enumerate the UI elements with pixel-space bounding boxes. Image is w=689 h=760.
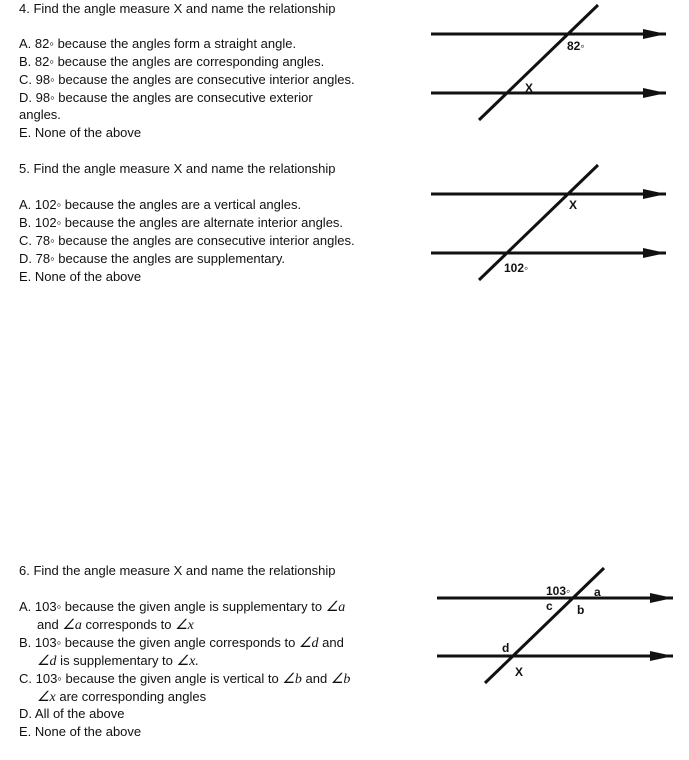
q4-option-d: D. 98◦ because the angles are consecutive exterior bbox=[19, 90, 313, 105]
q4-option-c: C. 98◦ because the angles are consecutive interior angles. bbox=[19, 72, 355, 87]
q5-option-d: D. 78◦ because the angles are supplementary. bbox=[19, 251, 285, 266]
q6-option-a-cont: and ∠a corresponds to ∠x bbox=[37, 617, 194, 633]
arrow-icon bbox=[650, 593, 673, 603]
q5-given-angle: 102◦ bbox=[504, 261, 529, 275]
transversal bbox=[479, 165, 598, 280]
q6-label-a: a bbox=[594, 585, 601, 599]
q5-question: 5. Find the angle measure X and name the relationship bbox=[19, 161, 336, 176]
q6-question: 6. Find the angle measure X and name the relationship bbox=[19, 563, 336, 578]
q6-option-a: A. 103◦ because the given angle is supplementary to ∠a bbox=[19, 599, 346, 615]
arrow-icon bbox=[643, 29, 666, 39]
q6-x-label: X bbox=[515, 665, 524, 679]
q4-question: 4. Find the angle measure X and name the relationship bbox=[19, 1, 336, 16]
q5-x-label: X bbox=[569, 198, 578, 212]
q5-diagram bbox=[431, 165, 666, 280]
transversal bbox=[485, 568, 604, 683]
q4-diagram bbox=[431, 5, 666, 120]
q5-option-a: A. 102◦ because the angles are a vertical angles. bbox=[19, 197, 302, 212]
q6-given-angle: 103◦ bbox=[546, 584, 571, 598]
q6-label-d: d bbox=[502, 641, 510, 655]
q6-option-b-cont: ∠d is supplementary to ∠x. bbox=[37, 653, 199, 669]
q4-option-b: B. 82◦ because the angles are corresponding angles. bbox=[19, 54, 325, 69]
q6-option-b: B. 103◦ because the given angle corresponds to ∠d and bbox=[19, 635, 344, 651]
q4-option-a: A. 82◦ because the angles form a straight angle. bbox=[19, 36, 297, 51]
q6-label-b: b bbox=[577, 603, 585, 617]
q4-given-angle: 82◦ bbox=[567, 39, 585, 53]
q6-option-c: C. 103◦ because the given angle is vertical to ∠b and ∠b bbox=[19, 671, 351, 687]
q6-option-d: D. All of the above bbox=[19, 706, 125, 721]
q6-option-c-cont: ∠x are corresponding angles bbox=[37, 689, 207, 705]
arrow-icon bbox=[643, 189, 666, 199]
q5-option-e: E. None of the above bbox=[19, 269, 142, 284]
q6-option-e: E. None of the above bbox=[19, 724, 142, 739]
arrow-icon bbox=[650, 651, 673, 661]
q4-option-e: E. None of the above bbox=[19, 125, 142, 140]
q5-option-b: B. 102◦ because the angles are alternate interior angles. bbox=[19, 215, 344, 230]
transversal bbox=[479, 5, 598, 120]
arrow-icon bbox=[643, 248, 666, 258]
q4-option-d-cont: angles. bbox=[19, 107, 61, 122]
q5-option-c: C. 78◦ because the angles are consecutive interior angles. bbox=[19, 233, 355, 248]
q4-x-label: X bbox=[525, 81, 534, 95]
arrow-icon bbox=[643, 88, 666, 98]
q6-label-c: c bbox=[546, 599, 553, 613]
